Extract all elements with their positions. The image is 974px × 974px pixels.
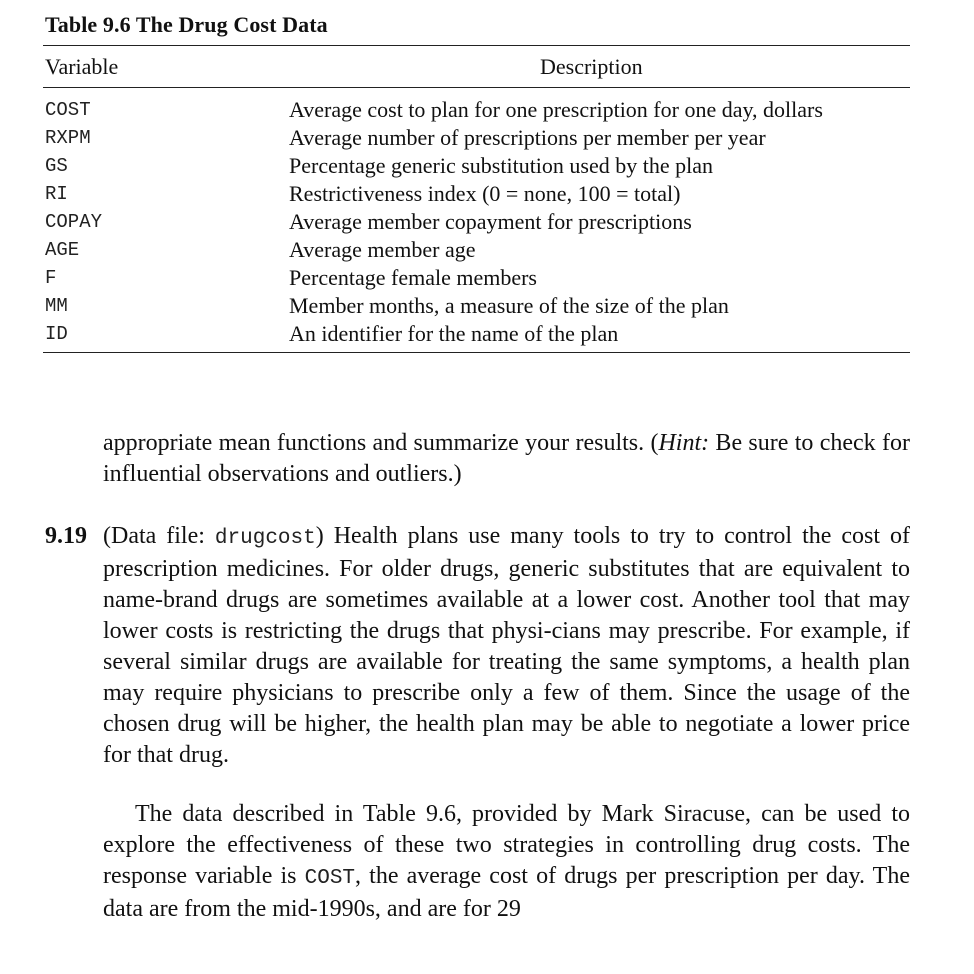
description-cell: Average cost to plan for one prescription for one day, dollars	[289, 97, 823, 122]
description-cell: Member months, a measure of the size of the plan	[289, 293, 729, 318]
variable-cell: F	[45, 267, 57, 289]
continuation-text: appropriate mean functions and summarize your results. (	[103, 430, 659, 456]
variable-cell: COPAY	[45, 211, 103, 233]
table-row	[0, 125, 974, 153]
table-caption: Table 9.6 The Drug Cost Data	[45, 12, 328, 37]
exercise-number: 9.19	[45, 523, 87, 549]
para2-text: The data described in Table 9.6, provided by Mark Siracuse, can be used to explore the effectiveness of these two strategies in controlling drug costs. The response variable is	[103, 801, 910, 889]
variable-cell: RXPM	[45, 127, 91, 149]
description-cell: Percentage female members	[289, 265, 537, 290]
exercise-body: ) Health plans use many tools to try to control the cost of prescription medicines. For older drugs, generic substitutes that are equivalent to name-brand drugs are sometimes available at a lower cost. Another tool that may lower costs is restricting the drugs that physi-cians may prescribe. For example, if several similar drugs are available for treating the same symptoms, a health plan may require physicians to prescribe only a few of them. Since the usage of the chosen drug will be higher, the health plan may be able to negotiate a lower price for that drug.	[103, 523, 911, 768]
table-row	[0, 97, 974, 125]
header-description: Description	[540, 54, 643, 79]
description-cell: An identifier for the name of the plan	[289, 321, 619, 346]
table-row	[0, 293, 974, 321]
description-cell: Restrictiveness index (0 = none, 100 = total)	[289, 181, 681, 206]
exercise-paragraph-2	[103, 799, 910, 925]
header-variable: Variable	[45, 54, 119, 79]
table-row	[0, 153, 974, 181]
variable-cell: GS	[45, 155, 68, 177]
variable-cell: RI	[45, 183, 68, 205]
variable-cell: COST	[45, 99, 91, 121]
description-cell: Average member age	[289, 237, 476, 262]
description-cell: Average number of prescriptions per member per year	[289, 125, 766, 150]
exercise-open: (Data file:	[103, 523, 215, 549]
continuation-text-end: Be sure to check for influential observations and outliers.)	[103, 430, 910, 487]
variable-cell: MM	[45, 295, 68, 317]
hint-label: Hint:	[658, 430, 710, 456]
table-row	[0, 265, 974, 293]
description-cell: Percentage generic substitution used by the plan	[289, 153, 713, 178]
continuation-paragraph	[103, 428, 910, 490]
table-top-rule	[43, 45, 910, 46]
table-row	[0, 237, 974, 265]
table-bottom-rule	[43, 352, 910, 353]
table-row	[0, 209, 974, 237]
table-row	[0, 181, 974, 209]
response-variable: COST	[304, 867, 356, 890]
description-cell: Average member copayment for prescriptions	[289, 209, 692, 234]
variable-cell: AGE	[45, 239, 80, 261]
exercise-paragraph	[103, 521, 910, 771]
variable-cell: ID	[45, 323, 68, 345]
table-header-rule	[43, 87, 910, 88]
data-file-name: drugcost	[214, 527, 316, 550]
para2-text-end: , the average cost of drugs per prescription per day. The data are from the mid-1990s, and are for 29	[103, 863, 910, 922]
table-row	[0, 321, 974, 349]
